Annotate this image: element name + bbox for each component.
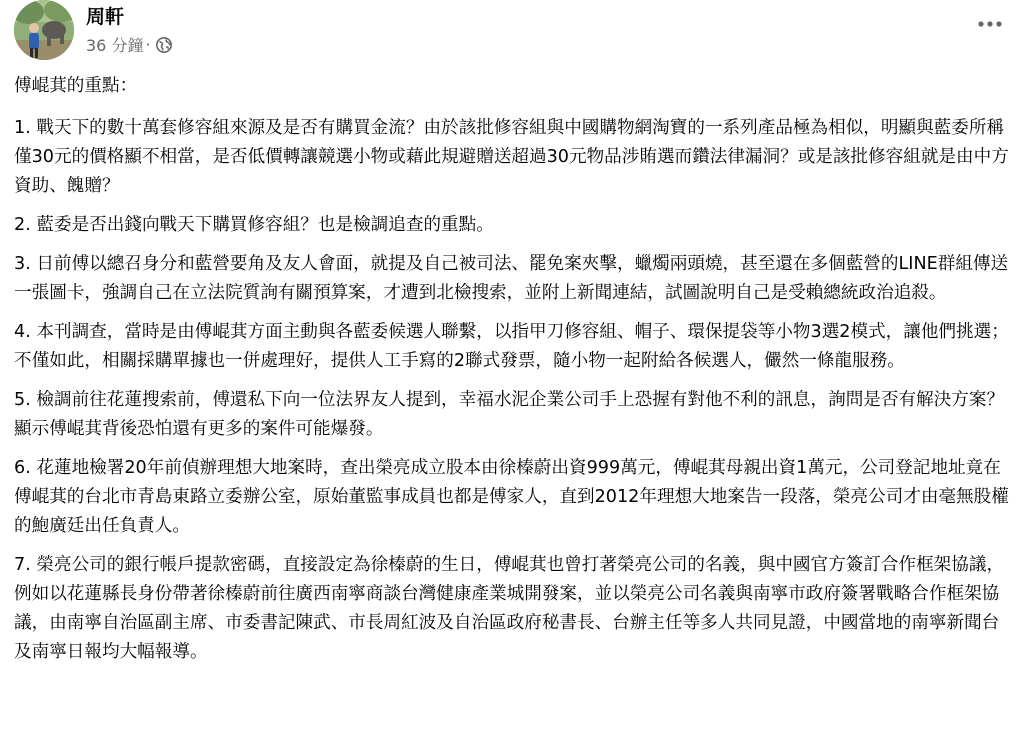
globe-icon[interactable]: [155, 36, 173, 54]
post-item: 3. 日前傅以總召身分和藍營要角及友人會面，就提及自己被司法、罷免案夾擊，蠟燭兩頭燒，甚至還在多個藍營的LINE群組傳送一張圖卡，強調自己在立法院質詢有關預算案，才遭到北檢搜索，並附上新聞連結，試圖說明自己是受賴總統政治追殺。: [14, 254, 1009, 303]
avatar[interactable]: [14, 0, 74, 60]
meta-separator: ·: [145, 35, 151, 54]
post-item: 7. 榮亮公司的銀行帳戶提款密碼，直接設定為徐榛蔚的生日，傅崐萁也曾打著榮亮公司的名義，與中國官方簽訂合作框架協議，例如以花蓮縣長身份帶著徐榛蔚前往廣西南寧商談台灣健康產業城開發案，並以榮亮公司名義與南寧市政府簽署戰略合作框架協議，由南寧自治區副主席、市委書記陳武、市長周紅波及自治區政府秘書長、台辦主任等多人共同見證，中國當地的南寧新聞台及南寧日報均大幅報導。: [14, 555, 1005, 662]
post-text: [14, 72, 1014, 677]
author-name[interactable]: 周軒: [86, 6, 125, 28]
post-item: 1. 戰天下的數十萬套修容組來源及是否有購買金流？由於該批修容組與中國購物網淘寶的一系列產品極為相似，明顯與藍委所稱僅30元的價格顯不相當，是否低價轉讓競選小物或藉此規避贈送超過30元物品涉賄選而鑽法律漏洞？或是該批修容組就是由中方資助、餽贈？: [14, 118, 1009, 196]
post-time[interactable]: 36 分鐘: [86, 36, 144, 55]
post-item: 2. 藍委是否出錢向戰天下購買修容組？也是檢調追查的重點。: [14, 215, 494, 235]
post-header: [10, 0, 1014, 64]
more-options-icon[interactable]: [972, 10, 1008, 38]
post-item: 4. 本刊調查，當時是由傅崐萁方面主動與各藍委候選人聯繫，以指甲刀修容組、帽子、環保提袋等小物3選2模式，讓他們挑選；不僅如此，相關採購單據也一併處理好，提供人工手寫的2聯式發票，隨小物一起附給各候選人，儼然一條龍服務。: [14, 322, 1009, 371]
post-intro: 傅崐萁的重點：: [14, 76, 138, 96]
post-item: 5. 檢調前往花蓮搜索前，傅還私下向一位法界友人提到，幸福水泥企業公司手上恐握有對他不利的訊息，詢問是否有解決方案？顯示傅崐萁背後恐怕還有更多的案件可能爆發。: [14, 390, 1005, 439]
post-meta: [86, 33, 173, 56]
post-item: 6. 花蓮地檢署20年前偵辦理想大地案時，查出榮亮成立股本由徐榛蔚出資999萬元，傅崐萁母親出資1萬元，公司登記地址竟在傅崐萁的台北市青島東路立委辦公室，原始董監事成員也都是傅家人，直到2012年理想大地案告一段落，榮亮公司才由毫無股權的鮑廣廷出任負責人。: [14, 458, 1009, 536]
